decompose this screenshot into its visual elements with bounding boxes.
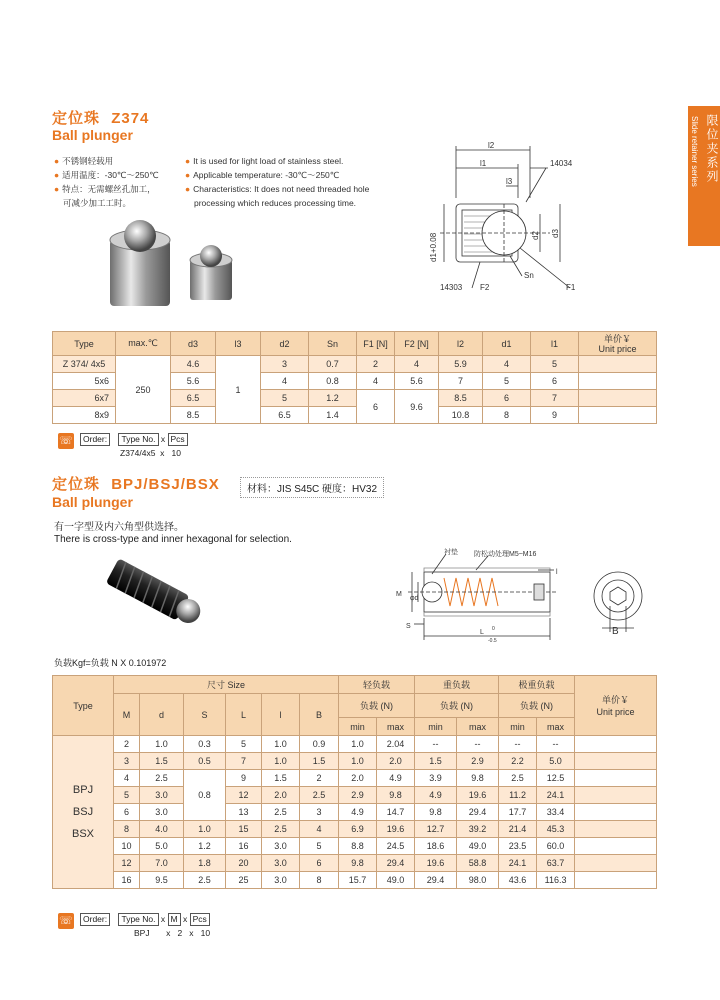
th-price: 单价￥ Unit price — [579, 332, 657, 356]
th-type: Type — [53, 332, 116, 356]
label-pad: 衬垫 — [444, 549, 458, 556]
th-heavy: 重负载 — [415, 676, 499, 694]
order-line-2: Order: Type No. x M x Pcs — [80, 913, 210, 926]
dim-l3: l3 — [506, 177, 513, 186]
section1-title-en: Ball plunger — [52, 127, 133, 143]
table-row: 6x7 6.5 5 1.2 6 9.6 8.5 6 7 — [53, 390, 657, 407]
table-row: 8 4.0 1.0 15 2.5 4 6.9 19.6 12.7 39.2 21.4 45.3 — [53, 821, 657, 838]
label-b: B — [612, 626, 619, 637]
bpj-table: Type 尺寸 Size 轻负载 重负载 极重负载 单价￥ Unit price M d S L l B 负载 (N) 负载 (N) 负载 (N) min max min max min max BPJ BSJ BSX 2 1.0 0.3 5 1.0 0.9 1.0 2.04 -- -- -- -- 3 1.5 0.5 7 1.0 1.5 1.0 2.0 1.5 2.9 2.2 5.0 4 2.5 0.8 9 1.5 2 2.0 4.9 3.9 9.8 2.5 12.5 5 3.0 12 2.0 2.5 2.9 9.8 4.9 19.6 11.2 24.1 6 3.0 13 2.5 3 4.9 14.7 9.8 29.4 17.7 33.4 8 4.0 1.0 15 2.5 4 6.9 19.6 12.7 39.2 21.4 45.3 10 5.0 1.2 16 3.0 5 8.8 24.5 18.6 49.0 23.5 60.0 12 7.0 1.8 20 3.0 6 9.8 29.4 19.6 58.8 24.1 63.7 16 9.5 2.5 25 3.0 8 15.7 49.0 29.4 98.0 43.6 116.3 — [52, 675, 657, 889]
f2-merged: 9.6 — [395, 390, 439, 424]
table-row: Z 374/ 4x5 250 4.6 1 3 0.7 2 4 5.9 4 5 — [53, 356, 657, 373]
phone-icon: ☏ — [59, 915, 73, 927]
table-row: 8x9 8.5 6.5 1.4 10.8 8 9 — [53, 407, 657, 424]
feature-cn: 可减少加工工时。 — [63, 198, 132, 208]
table-row: 12 7.0 1.8 20 3.0 6 9.8 29.4 19.6 58.8 24.1 63.7 — [53, 855, 657, 872]
label-m: M — [396, 591, 402, 598]
type-merged: BPJ BSJ BSX — [53, 736, 114, 889]
material-note: 材料：JIS S45C 硬度：HV32 — [240, 477, 384, 498]
table-row: 16 9.5 2.5 25 3.0 8 15.7 49.0 29.4 98.0 43.6 116.3 — [53, 872, 657, 889]
phone-icon: ☏ — [59, 435, 73, 447]
table-row: 4 2.5 0.8 9 1.5 2 2.0 4.9 3.9 9.8 2.5 12.5 — [53, 770, 657, 787]
ball-plunger-photo — [100, 218, 250, 318]
th-extreme: 极重负载 — [499, 676, 575, 694]
th-type2: Type — [53, 676, 114, 736]
order-example-1: Z374/4x5 x 10 — [120, 448, 181, 458]
hex-end-view — [590, 566, 650, 638]
section1-title — [52, 107, 149, 128]
maxc-merged: 250 — [116, 356, 171, 424]
dim-d1: d1+0.08 — [429, 232, 438, 262]
feature-en: ● Characteristics: It does not need threaded hole — [185, 184, 370, 194]
z374-table — [52, 331, 657, 424]
dim-f2: F2 — [480, 283, 490, 292]
th-l3: l3 — [216, 332, 261, 356]
th-size: 尺寸 Size — [114, 676, 339, 694]
section1-features-en — [185, 154, 415, 210]
section2-title — [52, 473, 220, 494]
load-note: 负载Kgf=负载 N X 0.101972 — [54, 658, 167, 668]
order-example-2: BPJ x 2 x 10 — [134, 928, 211, 938]
th-l2: l2 — [439, 332, 483, 356]
table-header-row — [53, 332, 657, 356]
dim-f1: F1 — [566, 283, 576, 292]
z374-drawing — [420, 138, 610, 296]
feature-en: processing which reduces processing time. — [194, 198, 357, 208]
section2-title-cn: 定位珠 — [52, 476, 101, 493]
dim-sn: Sn — [524, 271, 534, 280]
section1-features-cn — [54, 154, 184, 210]
label-zero: 0 — [492, 626, 495, 632]
part-14034: 14034 — [550, 159, 573, 168]
side-tab-en: Slide retainer series — [690, 116, 699, 187]
side-tab-cn: 限位夹系列 — [705, 114, 719, 184]
label-L: L — [480, 629, 484, 636]
section1-title-cn: 定位珠 — [52, 110, 101, 127]
label-anti: 防松动处理M5~M16 — [474, 551, 537, 558]
section2-title-code: BPJ/BSJ/BSX — [111, 476, 220, 493]
set-screw-photo — [100, 556, 220, 636]
table-row: 10 5.0 1.2 16 3.0 5 8.8 24.5 18.6 49.0 23.5 60.0 — [53, 838, 657, 855]
section2-desc-en: There is cross-type and inner hexagonal for selection. — [54, 534, 292, 545]
th-d2: d2 — [261, 332, 309, 356]
th-light: 轻负载 — [339, 676, 415, 694]
label-d: φd — [410, 595, 419, 602]
dim-l2: l2 — [488, 141, 495, 150]
dim-d3: d3 — [551, 229, 560, 238]
section2-desc-cn: 有一字型及内六角型供选择。 — [54, 522, 184, 533]
table-row: 3 1.5 0.5 7 1.0 1.5 1.0 2.0 1.5 2.9 2.2 5.0 — [53, 753, 657, 770]
table-row: 5x6 5.6 4 0.8 4 5.6 7 5 6 — [53, 373, 657, 390]
section2-title-en: Ball plunger — [52, 494, 133, 510]
table-row: 5 3.0 12 2.0 2.5 2.9 9.8 4.9 19.6 11.2 24.1 — [53, 787, 657, 804]
label-l: l — [556, 569, 558, 576]
feature-cn: ● 特点：无需螺丝孔加工， — [54, 184, 156, 194]
side-tab — [688, 106, 720, 246]
label-tol: -0.5 — [488, 638, 497, 644]
table-row: 6 3.0 13 2.5 3 4.9 14.7 9.8 29.4 17.7 33.4 — [53, 804, 657, 821]
dim-l1: l1 — [480, 159, 487, 168]
bpj-drawing — [388, 544, 568, 644]
section1-title-code: Z374 — [111, 110, 150, 127]
feature-en: ● Applicable temperature: -30℃～250℃ — [185, 170, 340, 180]
feature-cn: ● 不锈钢轻载用 — [54, 156, 114, 166]
table-row: BPJ BSJ BSX 2 1.0 0.3 5 1.0 0.9 1.0 2.04 -- -- -- -- — [53, 736, 657, 753]
label-s: S — [406, 623, 411, 630]
l3-merged: 1 — [216, 356, 261, 424]
s-merged: 0.8 — [184, 770, 226, 821]
th-l1: l1 — [531, 332, 579, 356]
feature-cn: ● 适用温度：-30℃～250℃ — [54, 170, 159, 180]
f1-merged: 6 — [357, 390, 395, 424]
th-maxc: max.℃ — [116, 332, 171, 356]
th-f2: F2 [N] — [395, 332, 439, 356]
th-price2: 单价￥ Unit price — [575, 676, 657, 736]
th-d3: d3 — [171, 332, 216, 356]
part-14303: 14303 — [440, 283, 463, 292]
th-sn: Sn — [309, 332, 357, 356]
dim-d2: d2 — [531, 231, 540, 240]
order-line-1: Order: Type No. x Pcs — [80, 433, 188, 446]
th-f1: F1 [N] — [357, 332, 395, 356]
th-d1: d1 — [483, 332, 531, 356]
feature-en: ● It is used for light load of stainless steel. — [185, 156, 344, 166]
